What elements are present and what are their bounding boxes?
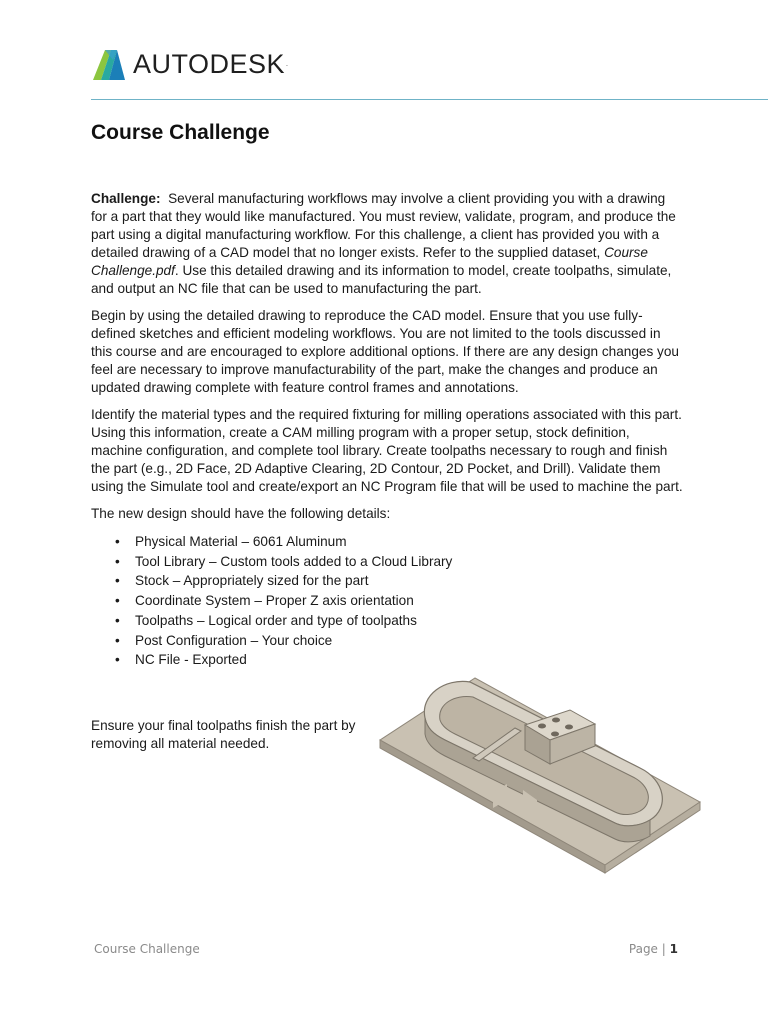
- modeling-paragraph: Begin by using the detailed drawing to reproduce the CAD model. Ensure that you use fully-defined sketches and efficient modeling workflows. You are not limited to the tools discussed in this course and are encouraged to explore additional options. If there are any design changes you feel are necessary to improve manufacturability of the part, make the changes and produce an updated drawing complete with feature control frames and annotations.: [91, 308, 679, 395]
- page-number: 1: [669, 942, 678, 956]
- list-item: • Post Configuration – Your choice: [91, 631, 683, 651]
- challenge-text: Several manufacturing workflows may involve a client providing you with a drawing for a part that they would like manufactured. You must review, validate, program, and produce the part using a digital manufacturing workflow. For this challenge, a client has provided you with a detailed drawing of a CAD model that no longer exists. Refer to the supplied dataset,: [91, 191, 676, 260]
- cam-paragraph: Identify the material types and the required fixturing for milling operations associated with this part. Using this information, create a CAM milling program with a proper setup, stock definition, machine configuration, and complete tool library. Create toolpaths necessary to rough and finish the part (e.g., 2D Face, 2D Adaptive Clearing, 2D Contour, 2D Pocket, and Drill). Validate them using the Simulate tool and create/export an NC Program file that will be used to machine the part.: [91, 407, 683, 494]
- document-body: [91, 190, 683, 670]
- footer-title: Course Challenge: [94, 942, 200, 956]
- header-divider: [91, 99, 768, 100]
- list-item: • NC File - Exported: [91, 650, 683, 670]
- list-item: • Tool Library – Custom tools added to a Cloud Library: [91, 552, 683, 572]
- dataset-filename: Course Challenge.pdf: [91, 245, 648, 278]
- challenge-paragraph: [91, 190, 683, 298]
- challenge-lead: Challenge:: [91, 191, 161, 206]
- list-item: • Stock – Appropriately sized for the part: [91, 571, 683, 591]
- page-label: Page |: [628, 942, 666, 956]
- details-intro: The new design should have the following details:: [91, 506, 391, 521]
- list-item: • Physical Material – 6061 Aluminum: [91, 532, 683, 552]
- brand-name: AUTODESK: [133, 48, 286, 79]
- part-model-image: [365, 640, 735, 885]
- page-indicator: [629, 942, 678, 956]
- challenge-text-tail: . Use this detailed drawing and its information to model, create toolpaths, simulate, and output an NC file that can be used to manufacturing the part.: [91, 263, 672, 296]
- final-note: Ensure your final toolpaths finish the part by removing all material needed.: [91, 718, 356, 751]
- page-title: Course Challenge: [91, 121, 270, 144]
- list-item: • Coordinate System – Proper Z axis orientation: [91, 591, 683, 611]
- autodesk-logo-icon: [91, 46, 127, 82]
- list-item: • Toolpaths – Logical order and type of toolpaths: [91, 611, 683, 631]
- autodesk-logo: [91, 46, 288, 82]
- brand-trademark: .: [286, 60, 288, 68]
